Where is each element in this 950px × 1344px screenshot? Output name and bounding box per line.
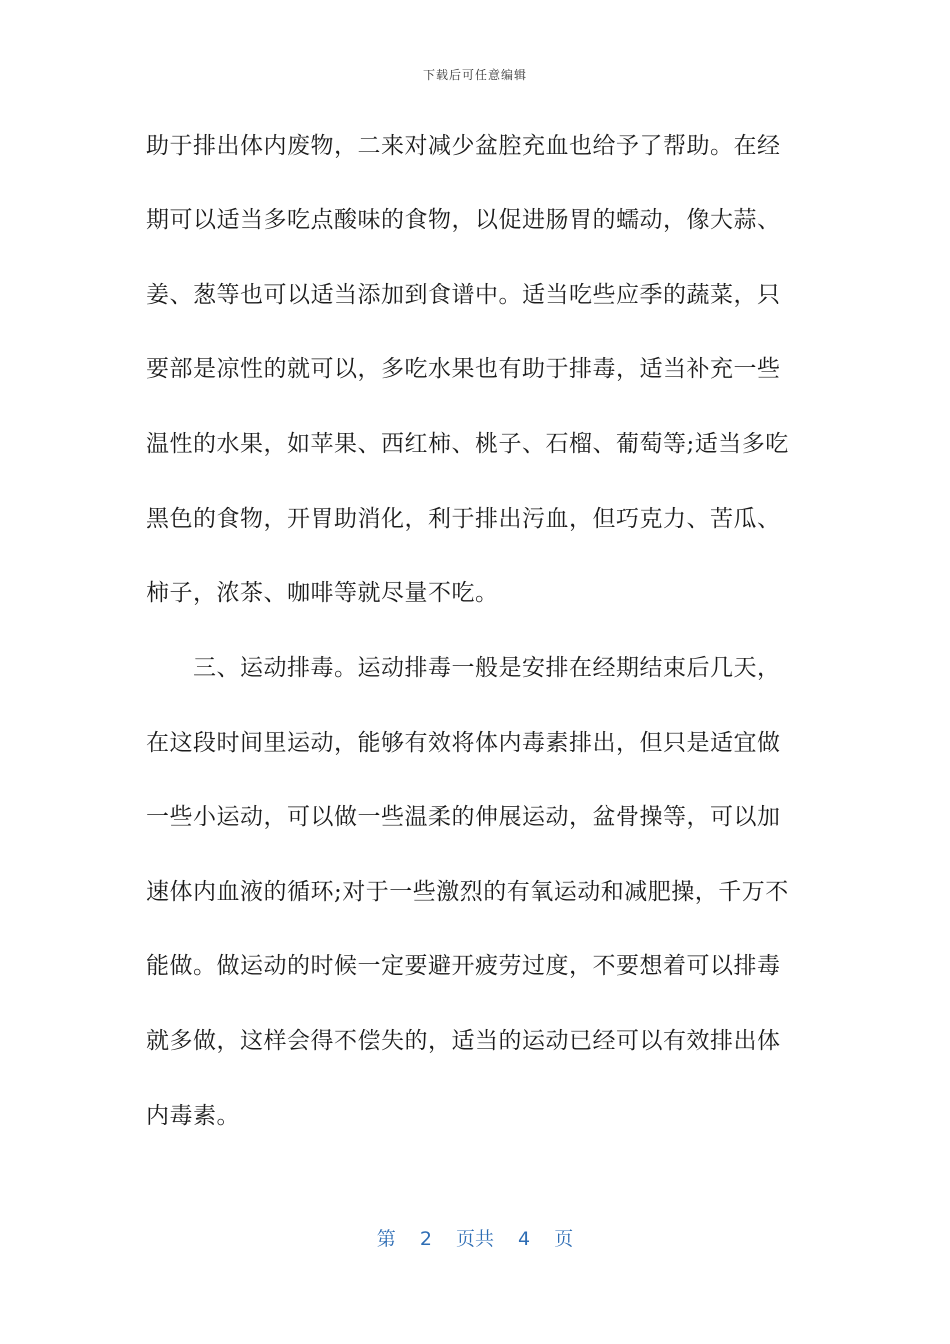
body-line: 内毒素。 [146,1103,240,1129]
body-line: 黑色的食物，开胃助消化，利于排出污血，但巧克力、苦瓜、 [146,506,781,532]
page-header: 下载后可任意编辑 [422,68,527,82]
body-line: 温性的水果，如苹果、西红柿、桃子、石榴、葡萄等;适当多吃 [146,431,789,457]
body-line: 速体内血液的循环;对于一些激烈的有氧运动和减肥操，千万不 [146,879,789,905]
body-line: 要部是凉性的就可以，多吃水果也有助于排毒，适当补充一些 [146,356,781,382]
footer-current-page: 2 [419,1228,432,1250]
body-line: 一些小运动，可以做一些温柔的伸展运动，盆骨操等，可以加 [146,804,781,830]
body-line: 姜、葱等也可以适当添加到食谱中。适当吃些应季的蔬菜，只 [146,282,781,308]
body-line-indented: 三、运动排毒。运动排毒一般是安排在经期结束后几天， [193,655,781,681]
page-footer [0,1224,950,1251]
body-line: 期可以适当多吃点酸味的食物，以促进肠胃的蠕动，像大蒜、 [146,207,781,233]
body-line: 就多做，这样会得不偿失的，适当的运动已经可以有效排出体 [146,1028,781,1054]
footer-end-label: 页 [554,1228,574,1250]
body-line: 能做。做运动的时候一定要避开疲劳过度，不要想着可以排毒 [146,953,781,979]
footer-total-pages: 4 [518,1228,531,1250]
footer-of-label: 页共 [455,1228,494,1250]
body-line: 在这段时间里运动，能够有效将体内毒素排出，但只是适宜做 [146,730,781,756]
body-line: 柿子，浓茶、咖啡等就尽量不吃。 [146,580,499,606]
body-line: 助于排出体内废物，二来对减少盆腔充血也给予了帮助。在经 [146,133,781,159]
footer-page-label: 第 [376,1228,396,1250]
